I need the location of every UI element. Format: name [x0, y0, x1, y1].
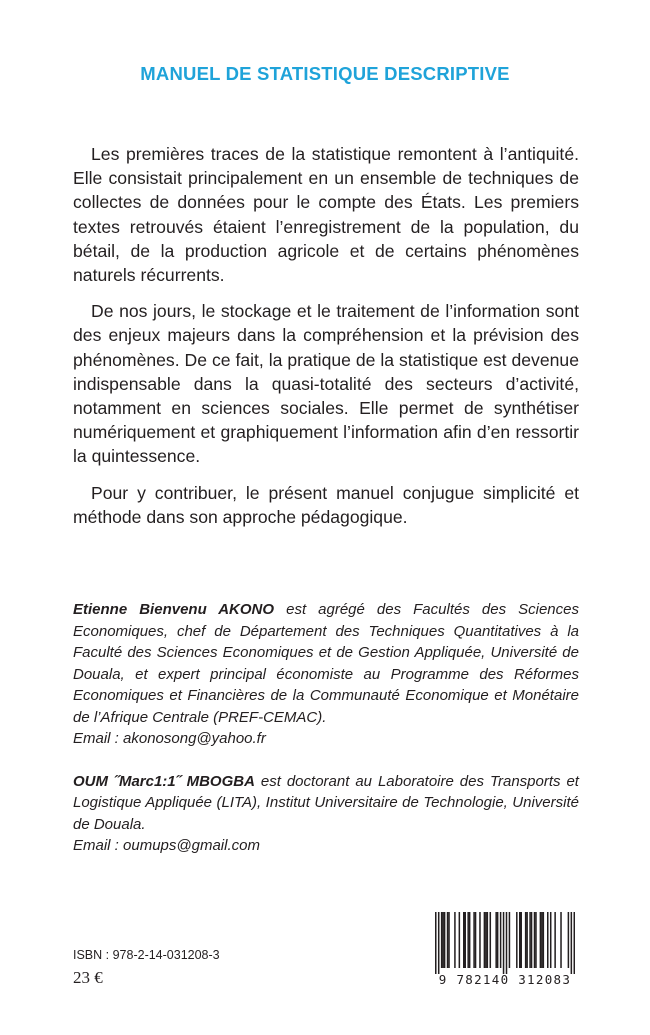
barcode-bar — [447, 912, 449, 968]
barcode-bar — [490, 912, 492, 968]
author-name: Etienne Bienvenu AKONO — [73, 601, 275, 618]
barcode-bar — [442, 912, 444, 968]
barcode-bar — [464, 912, 466, 968]
barcode-bar — [503, 912, 505, 974]
author-bio-text: est doctorant au Laboratoire des Transports et Logistique Appliquée (LITA), Institut Universitaire de Technologie, Université de Douala. — [73, 772, 579, 833]
barcode-bar — [571, 912, 573, 974]
barcode-bar — [441, 912, 443, 968]
barcode-bar — [495, 912, 497, 968]
barcode-bar — [506, 912, 508, 974]
barcode-bar — [554, 912, 556, 968]
barcode-bar — [547, 912, 549, 968]
barcode-bar — [500, 912, 502, 968]
barcode-bar — [479, 912, 481, 968]
barcode-bar — [459, 912, 461, 968]
book-title: MANUEL DE STATISTIQUE DESCRIPTIVE — [140, 63, 510, 84]
price: 23 € — [73, 968, 103, 987]
barcode-bar — [487, 912, 489, 968]
author-bio — [73, 771, 579, 857]
barcode-bar — [469, 912, 471, 968]
barcode-bar — [438, 912, 440, 974]
barcode-digits: 9 782140 312083 — [438, 972, 572, 987]
barcode-bar — [467, 912, 469, 968]
barcode-bar — [531, 912, 533, 968]
isbn: ISBN : 978-2-14-031208-3 — [73, 948, 220, 962]
author-bio — [73, 599, 579, 750]
barcode-bar — [550, 912, 552, 968]
barcode-bar — [463, 912, 465, 968]
author-bio-text: est agrégé des Facultés des Sciences Economiques, chef de Département des Techniques Quantitatives à la Faculté des Sciences Economiques et de Gestion Appliquée, Université de Douala, et expert principal économiste au Programme des Réformes Economiques et Financières de la Communauté Economique et Monétaire de l’Afrique Centrale (PREF-CEMAC). — [73, 601, 579, 726]
barcode-bar — [497, 912, 499, 968]
barcode-bar — [519, 912, 521, 968]
barcode-bar — [543, 912, 545, 968]
barcode-bars — [435, 912, 575, 974]
author-email: Email : akonosong@yahoo.fr — [73, 730, 266, 747]
barcode-bar — [540, 912, 542, 968]
author-name: OUM ˝Marc1:1˝ MBOGBA — [73, 772, 255, 790]
barcode-bar — [534, 912, 536, 968]
barcode-bar — [574, 912, 575, 974]
barcode-bar — [568, 912, 570, 968]
summary-paragraph: Pour y contribuer, le présent manuel conjugue simplicité et méthode dans son approche pédagogique. — [73, 482, 579, 527]
barcode-bar — [454, 912, 456, 968]
author-bios — [73, 599, 579, 878]
barcode-bar — [475, 912, 477, 968]
barcode-bar — [473, 912, 475, 968]
barcode — [431, 912, 579, 990]
barcode-bar — [525, 912, 527, 968]
barcode-bar — [560, 912, 562, 968]
author-email: Email : oumups@gmail.com — [73, 837, 260, 854]
barcode-bar — [485, 912, 487, 968]
barcode-bar — [541, 912, 543, 968]
barcode-bar — [535, 912, 537, 968]
book-summary — [73, 142, 579, 541]
barcode-bar — [509, 912, 511, 968]
barcode-bar — [526, 912, 528, 968]
barcode-bar — [484, 912, 486, 968]
barcode-bar — [516, 912, 518, 968]
barcode-bar — [448, 912, 450, 968]
barcode-bar — [529, 912, 531, 968]
barcode-bar — [435, 912, 437, 974]
summary-paragraph: Les premières traces de la statistique remontent à l’antiquité. Elle consistait principalement en un ensemble de techniques de collectes de données pour le compte des États. Les premiers textes retrouvés étaient l’enregistrement de la population, du bétail, de la production agricole et de certains phénomènes naturels récurrents. — [73, 144, 579, 286]
barcode-bar — [444, 912, 446, 968]
summary-paragraph: De nos jours, le stockage et le traitement de l’information sont des enjeux majeurs dans la compréhension et la prévision des phénomènes. De ce fait, la pratique de la statistique est devenue indispensable dans la quasi-totalité des secteurs d’activité, notamment en sciences sociales. Elle permet de synthétiser numériquement et graphiquement l’information afin d’en ressortir la quintessence. — [73, 301, 579, 467]
barcode-bar — [520, 912, 522, 968]
